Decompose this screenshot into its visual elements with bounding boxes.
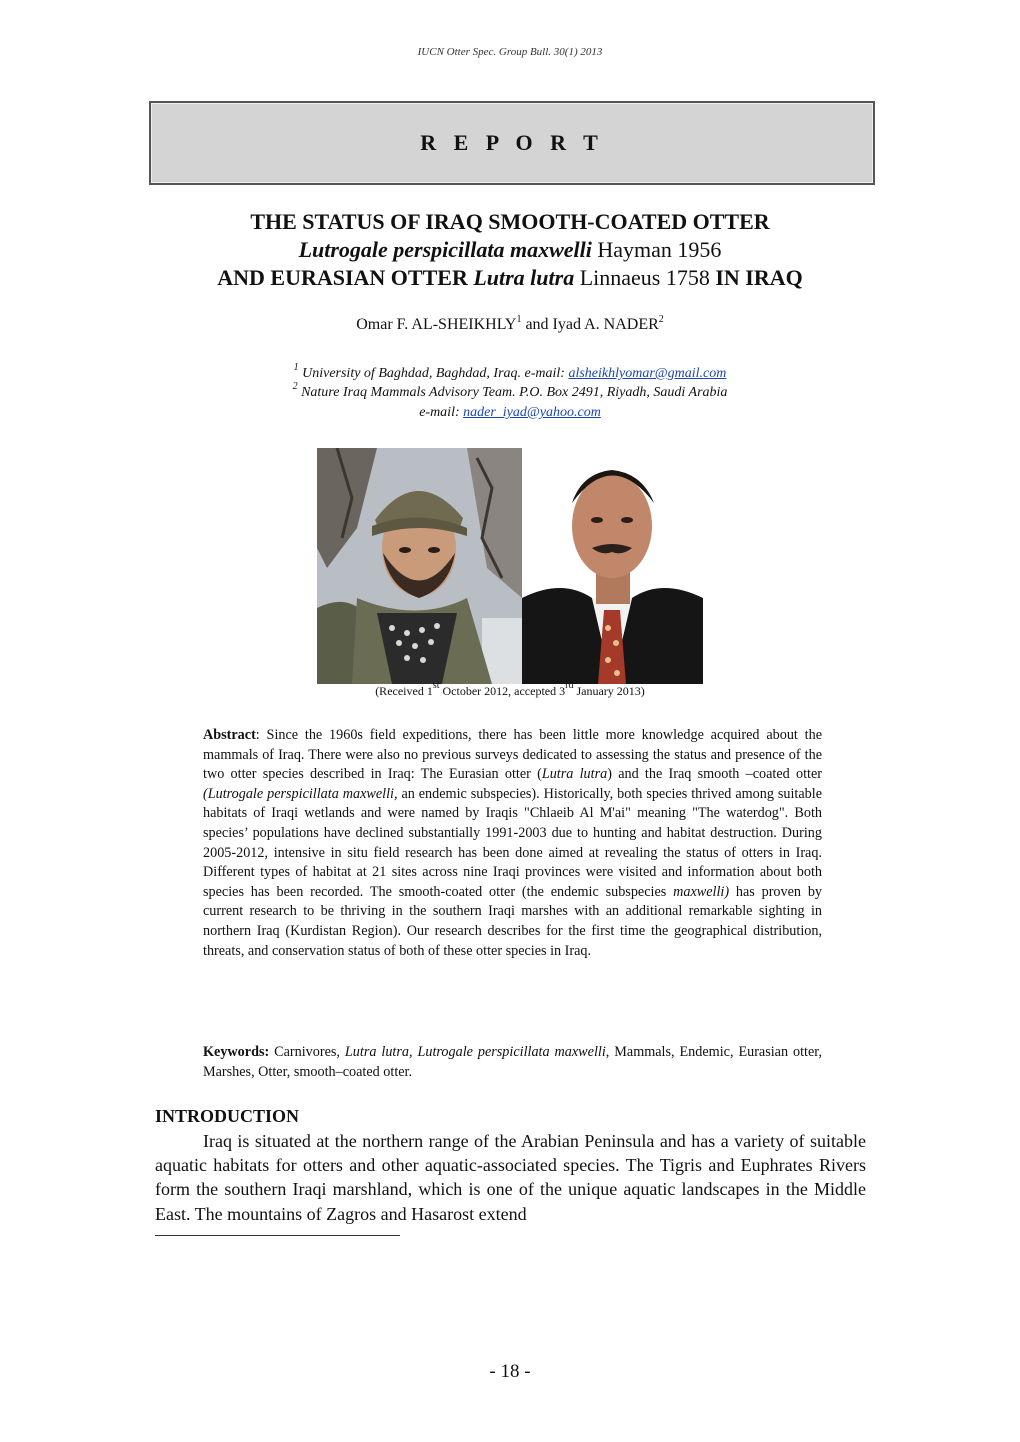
- author-2: Iyad A. NADER: [552, 316, 659, 333]
- section-label: R E P O R T: [420, 130, 604, 155]
- abstract-italic-3: maxwelli): [673, 883, 730, 900]
- received-sup-2: rd: [565, 680, 574, 691]
- title-species-1: Lutrogale perspicillata maxwelli: [298, 237, 592, 262]
- title-authority-2: Linnaeus 1758: [574, 265, 716, 290]
- abstract: [203, 726, 822, 961]
- received-part-2: October 2012, accepted 3: [439, 684, 566, 698]
- title-line-1: THE STATUS OF IRAQ SMOOTH-COATED OTTER: [250, 209, 770, 234]
- keywords: [203, 1043, 822, 1082]
- keywords-label: Keywords:: [203, 1044, 270, 1060]
- affiliation-1-sup: 1: [293, 362, 299, 373]
- author-1: Omar F. AL-SHEIKHLY: [356, 316, 517, 333]
- received-sup-1: st: [432, 680, 440, 691]
- keywords-text-2: , Mammals, Endemic, Eurasian otter, Marshes, Otter, smooth–coated otter.: [203, 1044, 823, 1080]
- title-line-3: [0, 264, 1020, 292]
- author-line: [0, 316, 1020, 334]
- title-suffix: IN IRAQ: [715, 265, 803, 290]
- title-species-2: Lutra lutra: [473, 265, 575, 290]
- title-line-2: [0, 236, 1020, 264]
- keywords-italic: Lutra lutra, Lutrogale perspicillata maxwelli: [344, 1044, 606, 1060]
- abstract-label: Abstract: [203, 727, 256, 743]
- affiliation-2-email-line: [0, 405, 1020, 421]
- title-authority-1: Hayman 1956: [591, 237, 722, 262]
- received-part-1: (Received 1: [375, 684, 433, 698]
- received-dates: [0, 680, 1020, 699]
- abstract-italic-2: (Lutrogale perspicillata maxwelli,: [203, 785, 398, 802]
- email-link-2[interactable]: nader_iyad@yahoo.com: [463, 405, 601, 420]
- abstract-italic-1: Lutra lutra: [541, 766, 608, 783]
- abstract-text-2: ) and the Iraq smooth –coated otter: [607, 766, 822, 783]
- affiliation-2-text: Nature Iraq Mammals Advisory Team. P.O. Box 2491, Riyadh, Saudi Arabia: [297, 385, 728, 400]
- affiliation-2-sup: 2: [292, 381, 298, 392]
- keywords-text-1: Carnivores,: [269, 1044, 345, 1060]
- affiliation-2: [0, 381, 1020, 401]
- author-2-sup: 2: [658, 314, 664, 325]
- footnote-rule: [155, 1235, 400, 1236]
- title-prefix: AND EURASIAN OTTER: [217, 265, 474, 290]
- received-part-3: January 2013): [573, 684, 645, 698]
- author-joiner: and: [521, 316, 553, 333]
- section-heading: INTRODUCTION: [155, 1106, 300, 1126]
- page-number: - 18 -: [489, 1361, 531, 1382]
- running-head: IUCN Otter Spec. Group Bull. 30(1) 2013: [417, 46, 603, 58]
- affiliation-1-text: University of Baghdad, Baghdad, Iraq. e-mail:: [298, 366, 569, 381]
- abstract-text-3: an endemic subspecies). Historically, both species thrived among suitable habitats of Iraqi wetlands and were named by Iraqis "Chlaeib Al M'ai" meaning "The waterdog". Both species’ populations have declined substantially 1991-2003 due to hunting and habitat destruction. During 2005-2012, intensive in situ field research has been done aimed at revealing the status of otters in Iraq. Different types of habitat at 21 sites across nine Iraqi provinces were visited and information about both species has been recorded. The smooth-coated otter (the endemic subspecies: [203, 785, 822, 900]
- affiliation-2-email-label: e-mail:: [419, 405, 464, 420]
- affiliation-1: [0, 362, 1020, 382]
- author-photo-2: [522, 448, 703, 684]
- report-banner: [149, 101, 875, 185]
- email-link-1[interactable]: alsheikhlyomar@gmail.com: [568, 366, 727, 381]
- body-paragraph: Iraq is situated at the northern range of the Arabian Peninsula and has a variety of suitable aquatic habitats for otters and other aquatic-associated species. The Tigris and Euphrates Rivers form the southern Iraqi marshland, which is one of the unique aquatic landscapes in the Middle East. The mountains of Zagros and Hasarost extend: [155, 1131, 866, 1224]
- abstract-text-4: has proven by current research to be thriving in the southern Iraqi marshes with an additional remarkable sighting in northern Iraq (Kurdistan Region). Our research describes for the first time the geographical distribution, threats, and conservation status of both of these otter species in Iraq.: [203, 883, 823, 959]
- author-photo-1: [317, 448, 522, 684]
- abstract-text-1: : Since the 1960s field expeditions, there has been little more knowledge acquired about the mammals of Iraq. There were also no previous surveys dedicated to assessing the status and presence of the two otter species described in Iraq: The Eurasian otter (: [203, 727, 822, 783]
- author-1-sup: 1: [516, 314, 522, 325]
